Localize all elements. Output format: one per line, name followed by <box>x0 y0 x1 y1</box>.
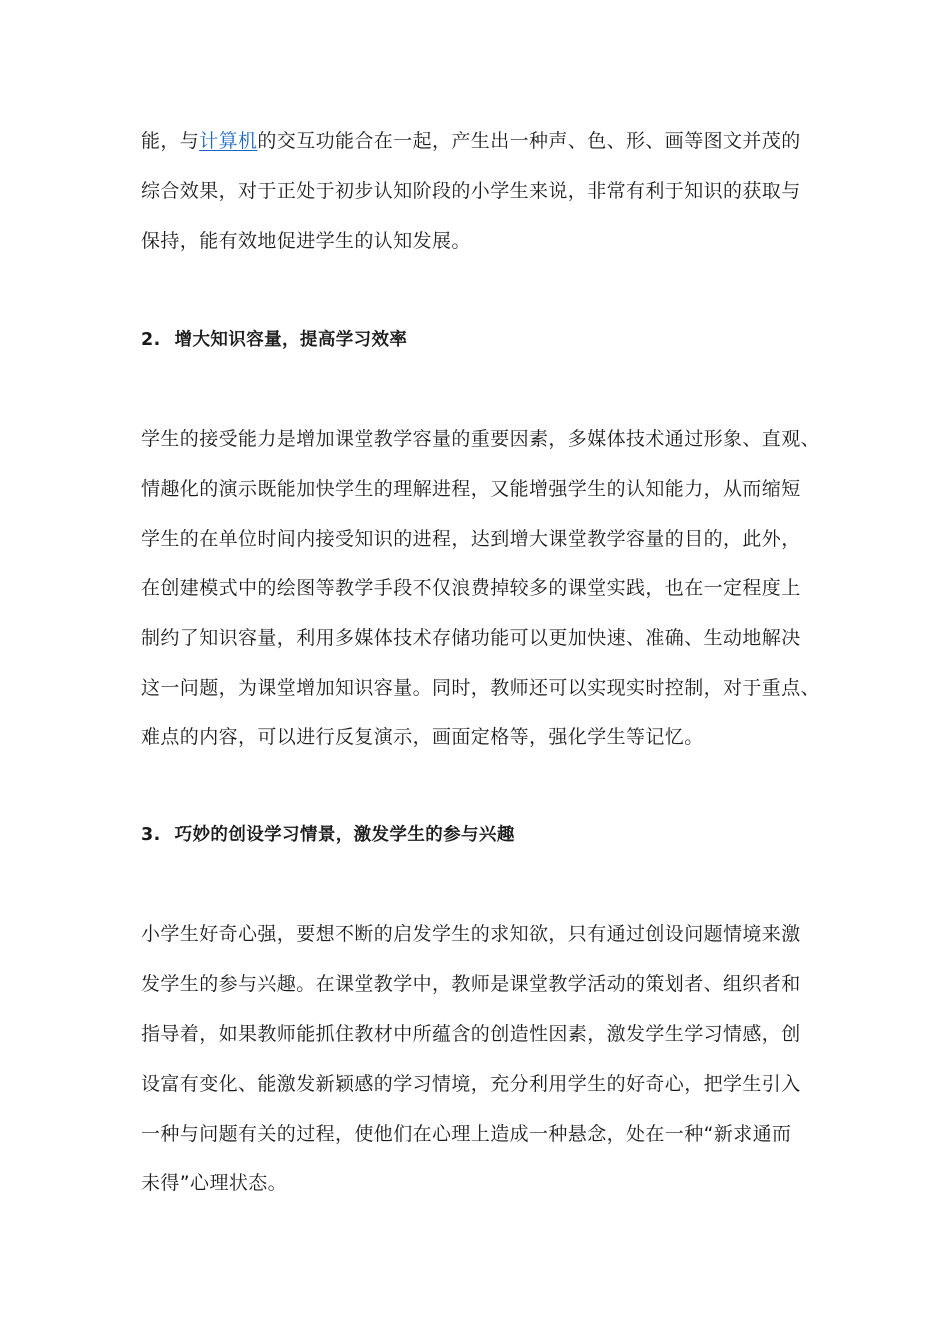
heading-number: 2. <box>141 330 161 350</box>
computer-link[interactable]: 计算机 <box>199 130 258 152</box>
paragraph-line: 学生的在单位时间内接受知识的进程，达到增大课堂教学容量的目的，此外， <box>141 528 801 550</box>
paragraph-line: 综合效果，对于正处于初步认知阶段的小学生来说，非常有利于知识的获取与 <box>141 180 801 202</box>
heading-title: 增大知识容量，提高学习效率 <box>174 330 408 350</box>
paragraph-line: 未得”心理状态。 <box>141 1172 288 1194</box>
paragraph-line: 在创建模式中的绘图等教学手段不仅浪费掉较多的课堂实践，也在一定程度上 <box>141 577 801 599</box>
paragraph-line: 指导着，如果教师能抓住教材中所蕴含的创造性因素，激发学生学习情感，创 <box>141 1023 801 1045</box>
text-span: 的交互功能合在一起，产生出一种声、色、形、画等图文并茂的 <box>257 130 801 152</box>
paragraph-line: 制约了知识容量，利用多媒体技术存储功能可以更加快速、准确、生动地解决 <box>141 627 801 649</box>
text-span: 能，与 <box>141 130 200 152</box>
heading-number: 3. <box>141 825 161 845</box>
paragraph-line: 设富有变化、能激发新颖感的学习情境，充分利用学生的好奇心，把学生引入 <box>141 1073 801 1095</box>
paragraph-line: 情趣化的演示既能加快学生的理解进程，又能增强学生的认知能力，从而缩短 <box>141 478 801 500</box>
paragraph-line: 学生的接受能力是增加课堂教学容量的重要因素，多媒体技术通过形象、直观、 <box>141 428 821 450</box>
paragraph-line: 发学生的参与兴趣。在课堂教学中，教师是课堂教学活动的策划者、组织者和 <box>141 973 801 995</box>
paragraph-line <box>141 127 821 155</box>
section-heading-2 <box>141 326 821 354</box>
paragraph-line: 保持，能有效地促进学生的认知发展。 <box>141 230 471 252</box>
paragraph-line: 小学生好奇心强，要想不断的启发学生的求知欲，只有通过创设问题情境来激 <box>141 923 801 945</box>
paragraph-line: 难点的内容，可以进行反复演示，画面定格等，强化学生等记忆。 <box>141 726 704 748</box>
heading-title: 巧妙的创设学习情景，激发学生的参与兴趣 <box>174 825 515 845</box>
section-heading-3 <box>141 821 821 849</box>
paragraph-line: 这一问题，为课堂增加知识容量。同时，教师还可以实现实时控制，对于重点、 <box>141 677 821 699</box>
paragraph-line: 一种与问题有关的过程，使他们在心理上造成一种悬念，处在一种“新求通而 <box>141 1123 792 1145</box>
